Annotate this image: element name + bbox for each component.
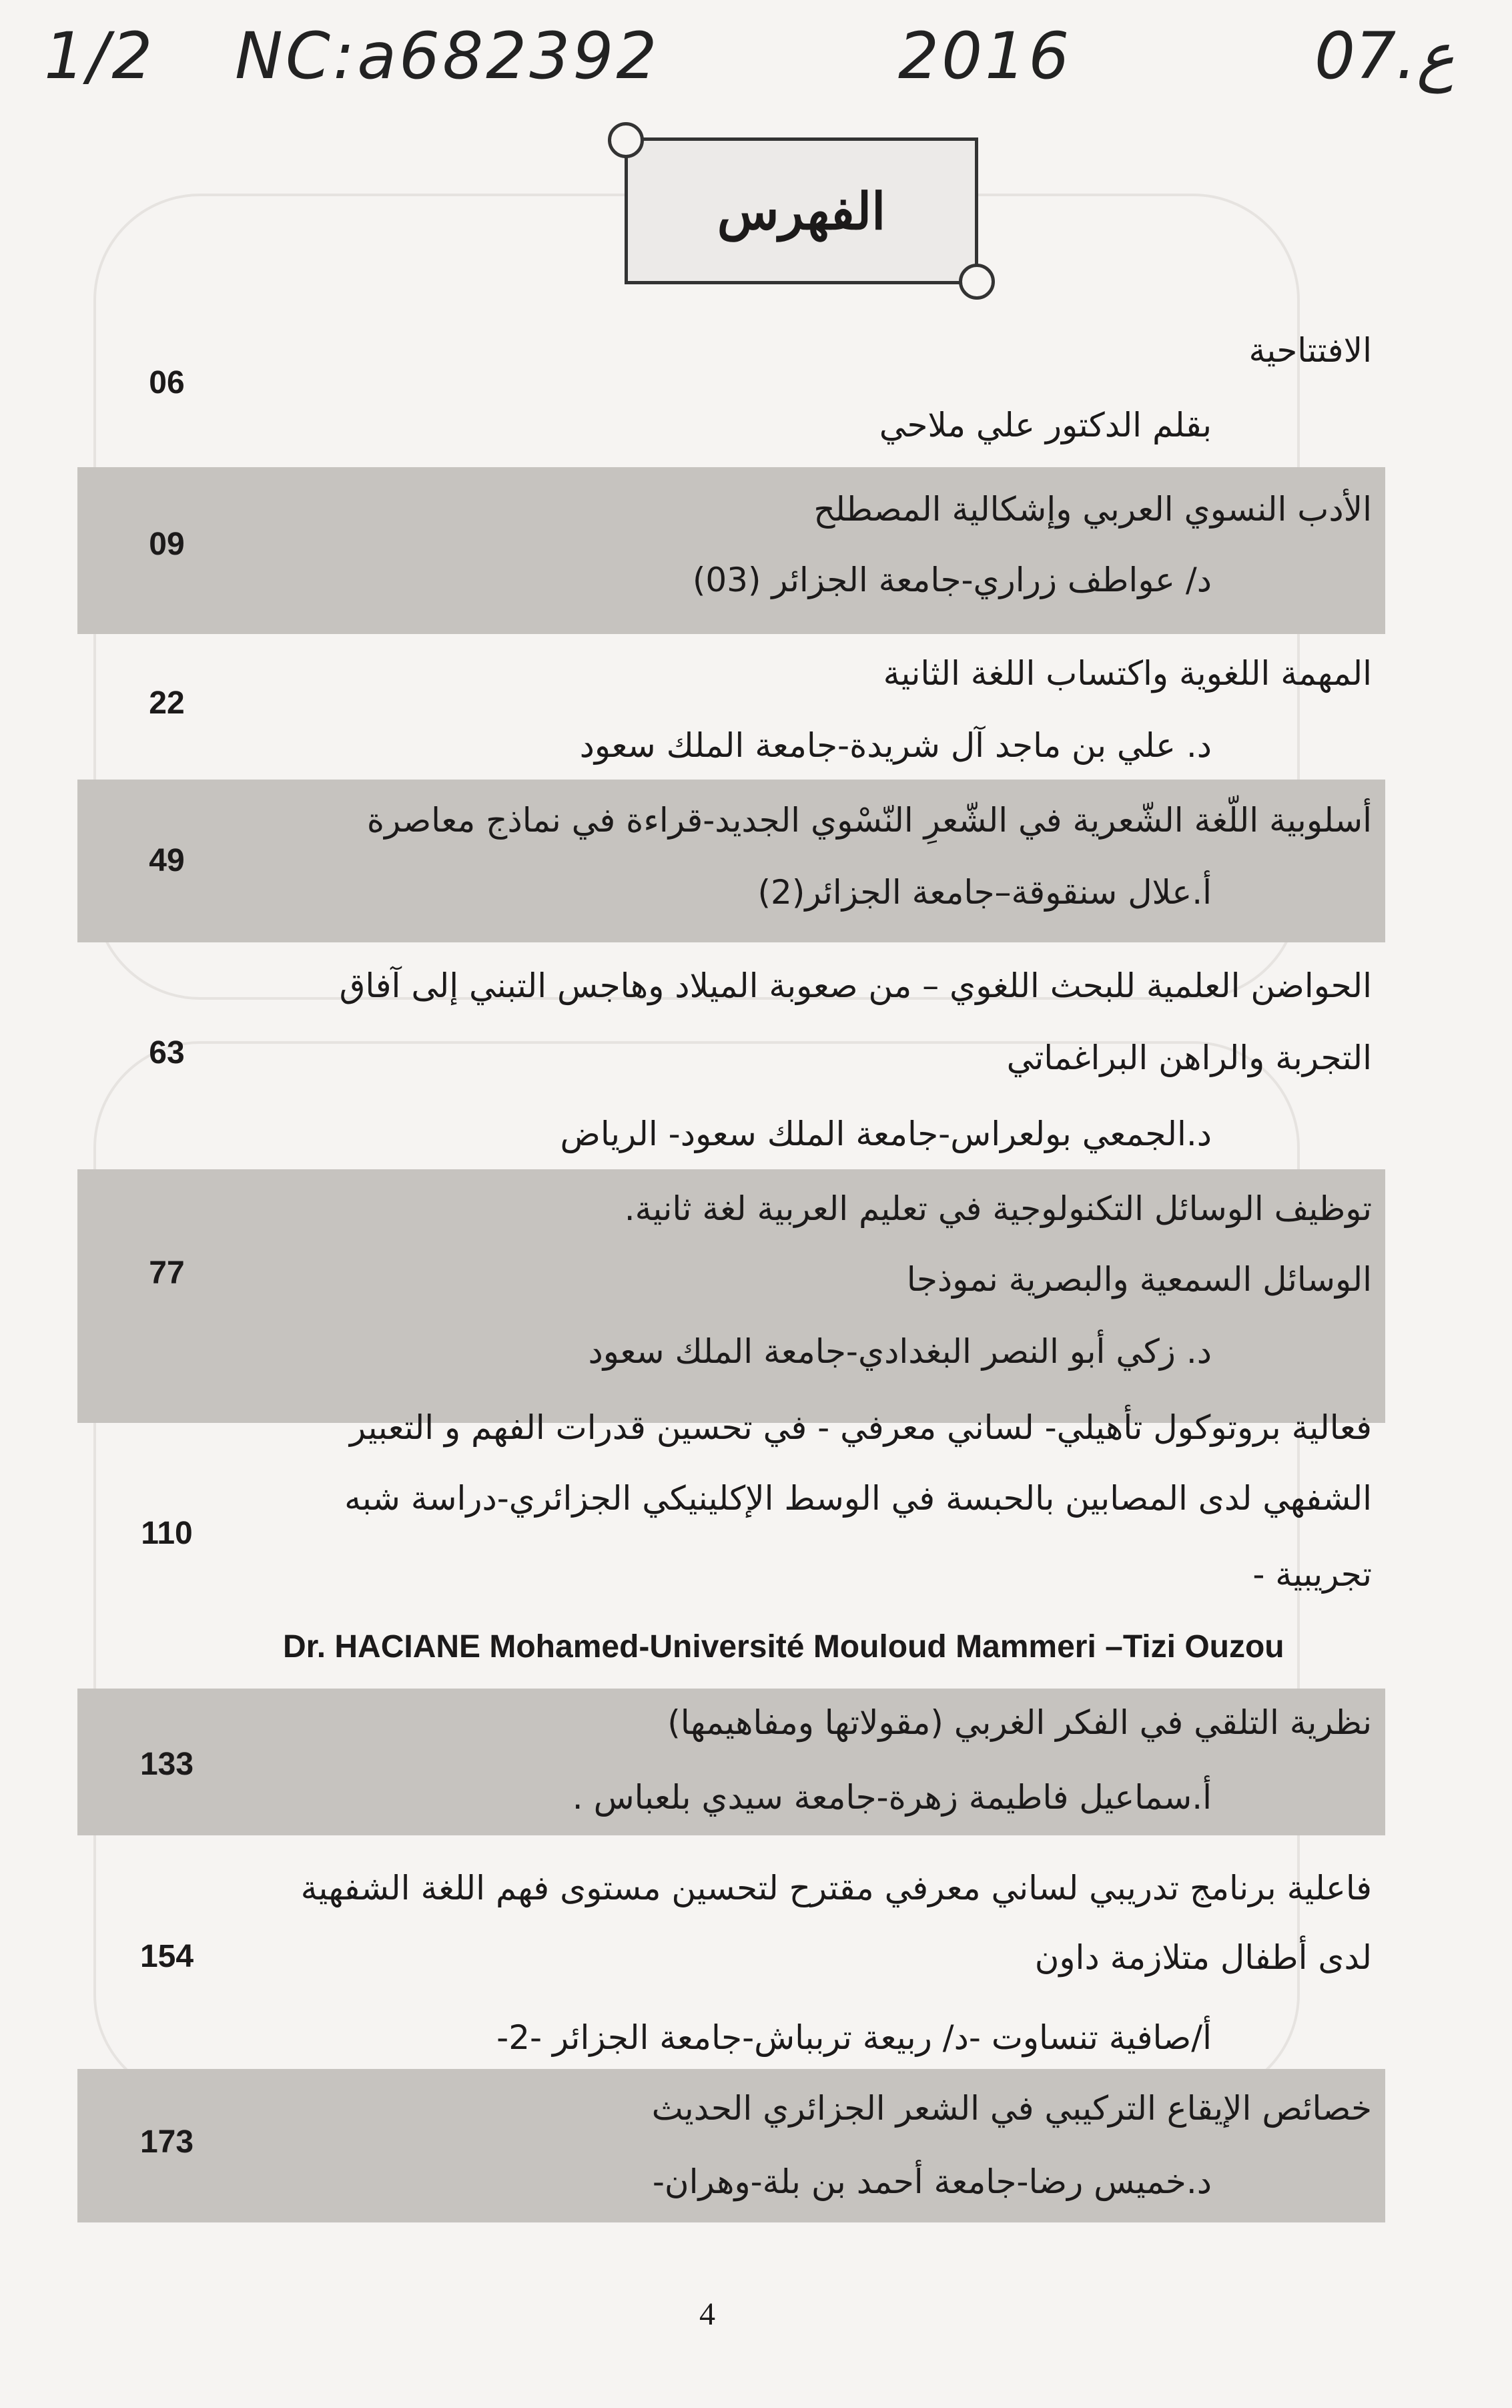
handwritten-year: 2016: [898, 19, 1072, 93]
entry-title: الشفهي لدى المصابين بالحبسة في الوسط الإكلينيكي الجزائري-دراسة شبه: [344, 1479, 1372, 1518]
entry-page: 77: [149, 1255, 185, 1291]
entry-title: الافتتاحية: [1248, 331, 1372, 370]
entry-title: نظرية التلقي في الفكر الغربي (مقولاتها ومفاهيمها): [667, 1703, 1372, 1742]
entry-page: 09: [149, 527, 185, 562]
entry-author: د/ عواطف زراري-جامعة الجزائر (03): [692, 561, 1212, 599]
entry-title: فعالية بروتوكول تأهيلي- لساني معرفي - في تحسين قدرات الفهم و التعبير: [350, 1408, 1372, 1447]
entry-author: د.خميس رضا-جامعة أحمد بن بلة-وهران-: [652, 2162, 1212, 2201]
entry-title: أسلوبية اللّغة الشّعرية في الشّعرِ النّسْوي الجديد-قراءة في نماذج معاصرة: [366, 801, 1372, 840]
entry-page: 110: [141, 1516, 193, 1551]
entry-author: Dr. HACIANE Mohamed-Université Mouloud Mammeri –Tizi Ouzou: [283, 1629, 1284, 1665]
entry-title: توظيف الوسائل التكنولوجية في تعليم العربية لغة ثانية.: [624, 1189, 1372, 1228]
page-number: 4: [699, 2297, 715, 2332]
entry-page: 133: [139, 1747, 194, 1782]
entry-page: 173: [139, 2124, 194, 2160]
entry-title: التجربة والراهن البراغماتي: [1006, 1038, 1372, 1077]
entry-author: د. علي بن ماجد آل شريدة-جامعة الملك سعود: [579, 726, 1212, 765]
entry-author: أ.علال سنقوقة–جامعة الجزائر(2): [757, 873, 1212, 912]
toc-title: الفهرس: [717, 181, 886, 241]
entry-title: خصائص الإيقاع التركيبي في الشعر الجزائري الحديث: [651, 2089, 1372, 2128]
handwritten-code: 07.ع: [1314, 19, 1455, 93]
entry-author: بقلم الدكتور علي ملاحي: [879, 406, 1212, 444]
entry-title: المهمة اللغوية واكتساب اللغة الثانية: [883, 654, 1372, 693]
entry-page: 22: [149, 685, 185, 721]
handwritten-catalog-number: NC:a682392: [235, 19, 660, 93]
handwritten-folio: 1/2: [44, 19, 155, 93]
entry-title: الأدب النسوي العربي وإشكالية المصطلح: [813, 490, 1372, 529]
entry-title: الحواضن العلمية للبحث اللغوي – من صعوبة الميلاد وهاجس التبني إلى آفاق: [339, 966, 1372, 1005]
entry-page: 06: [149, 365, 185, 400]
toc-title-scroll: [625, 137, 978, 284]
entry-page: 49: [149, 843, 185, 878]
entry-title: تجريبية -: [1252, 1555, 1372, 1594]
entry-author: د. زكي أبو النصر البغدادي-جامعة الملك سعود: [588, 1332, 1212, 1371]
entry-page: 63: [149, 1035, 185, 1071]
entry-title: الوسائل السمعية والبصرية نموذجا: [906, 1260, 1372, 1299]
entry-title: لدى أطفال متلازمة داون: [1034, 1938, 1372, 1977]
entry-page: 154: [139, 1939, 194, 1974]
entry-author: د.الجمعي بولعراس-جامعة الملك سعود- الرياض: [560, 1115, 1212, 1153]
entry-author: أ.سماعيل فاطيمة زهرة-جامعة سيدي بلعباس .: [572, 1778, 1212, 1817]
entry-title: فاعلية برنامج تدريبي لساني معرفي مقترح لتحسين مستوى فهم اللغة الشفهية: [300, 1869, 1372, 1907]
entry-author: أ/صافية تنساوت -د/ ربيعة تربباش-جامعة الجزائر -2-: [496, 2018, 1212, 2057]
